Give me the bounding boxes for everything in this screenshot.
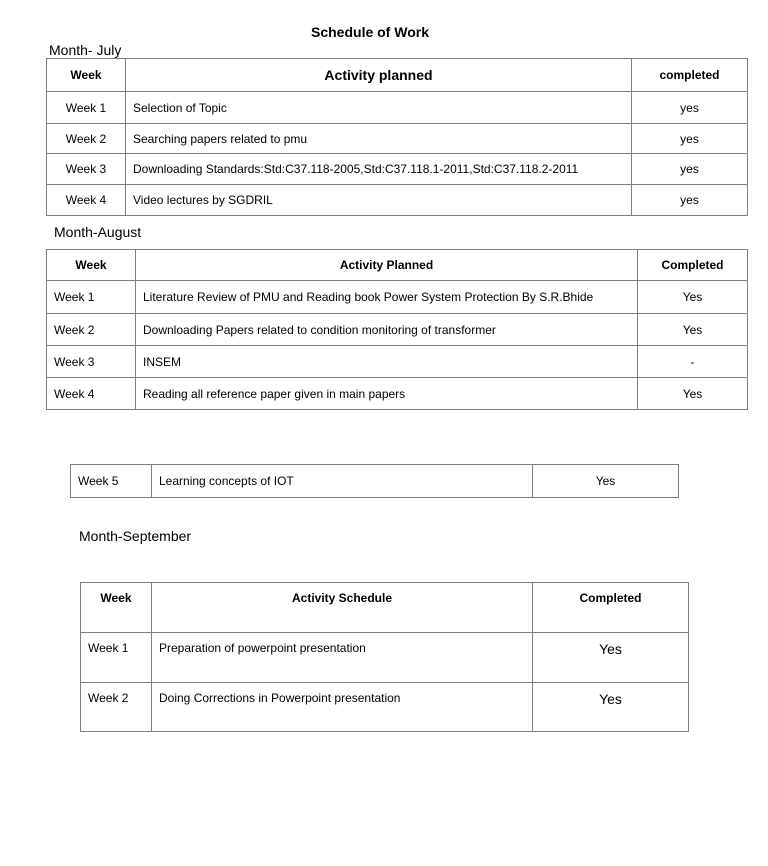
- activity-cell: Doing Corrections in Powerpoint presentation: [152, 683, 533, 732]
- week-cell: Week 1: [47, 281, 136, 314]
- week-cell: Week 2: [47, 314, 136, 346]
- activity-cell: Downloading Standards:Std:C37.118-2005,Std:C37.118.1-2011,Std:C37.118.2-2011: [126, 154, 632, 185]
- column-header-activity: Activity Planned: [136, 250, 638, 281]
- table-header-row: [81, 583, 689, 633]
- week-cell: Week 4: [47, 378, 136, 410]
- week-cell: Week 5: [71, 465, 152, 498]
- august-table: [46, 249, 748, 410]
- column-header-activity: Activity Schedule: [152, 583, 533, 633]
- completed-cell: yes: [632, 185, 748, 216]
- table-row: [47, 281, 748, 314]
- completed-cell: Yes: [533, 683, 689, 732]
- week-cell: Week 2: [81, 683, 152, 732]
- completed-cell: Yes: [638, 314, 748, 346]
- month-august-label: Month-August: [54, 224, 142, 240]
- week-cell: Week 1: [81, 633, 152, 683]
- column-header-completed: completed: [632, 59, 748, 92]
- table-row: [47, 154, 748, 185]
- activity-cell: Literature Review of PMU and Reading book Power System Protection By S.R.Bhide: [136, 281, 638, 314]
- august-continuation-table: [70, 464, 679, 498]
- page-title: Schedule of Work: [311, 24, 429, 40]
- activity-cell: Selection of Topic: [126, 92, 632, 124]
- column-header-completed: Completed: [533, 583, 689, 633]
- september-table: [80, 582, 689, 732]
- week-cell: Week 3: [47, 346, 136, 378]
- table-row: [47, 378, 748, 410]
- column-header-completed: Completed: [638, 250, 748, 281]
- completed-cell: yes: [632, 124, 748, 154]
- table-row: [47, 124, 748, 154]
- completed-cell: -: [638, 346, 748, 378]
- week-cell: Week 1: [47, 92, 126, 124]
- activity-cell: Reading all reference paper given in main papers: [136, 378, 638, 410]
- completed-cell: Yes: [638, 378, 748, 410]
- activity-cell: Searching papers related to pmu: [126, 124, 632, 154]
- activity-cell: INSEM: [136, 346, 638, 378]
- activity-cell: Preparation of powerpoint presentation: [152, 633, 533, 683]
- column-header-week: Week: [81, 583, 152, 633]
- week-cell: Week 4: [47, 185, 126, 216]
- month-july-label: Month- July: [49, 42, 122, 58]
- completed-cell: Yes: [533, 465, 679, 498]
- column-header-week: Week: [47, 59, 126, 92]
- table-header-row: [47, 250, 748, 281]
- table-row: [47, 314, 748, 346]
- column-header-activity: Activity planned: [126, 59, 632, 92]
- table-row: [47, 185, 748, 216]
- table-row: [47, 92, 748, 124]
- completed-cell: yes: [632, 154, 748, 185]
- completed-cell: Yes: [533, 633, 689, 683]
- activity-cell: Video lectures by SGDRIL: [126, 185, 632, 216]
- table-row: [81, 633, 689, 683]
- table-header-row: [47, 59, 748, 92]
- month-september-label: Month-September: [79, 528, 192, 544]
- activity-cell: Downloading Papers related to condition monitoring of transformer: [136, 314, 638, 346]
- table-row: [47, 346, 748, 378]
- week-cell: Week 3: [47, 154, 126, 185]
- column-header-week: Week: [47, 250, 136, 281]
- july-table: [46, 58, 748, 216]
- activity-cell: Learning concepts of IOT: [152, 465, 533, 498]
- week-cell: Week 2: [47, 124, 126, 154]
- completed-cell: yes: [632, 92, 748, 124]
- table-row: [71, 465, 679, 498]
- table-row: [81, 683, 689, 732]
- completed-cell: Yes: [638, 281, 748, 314]
